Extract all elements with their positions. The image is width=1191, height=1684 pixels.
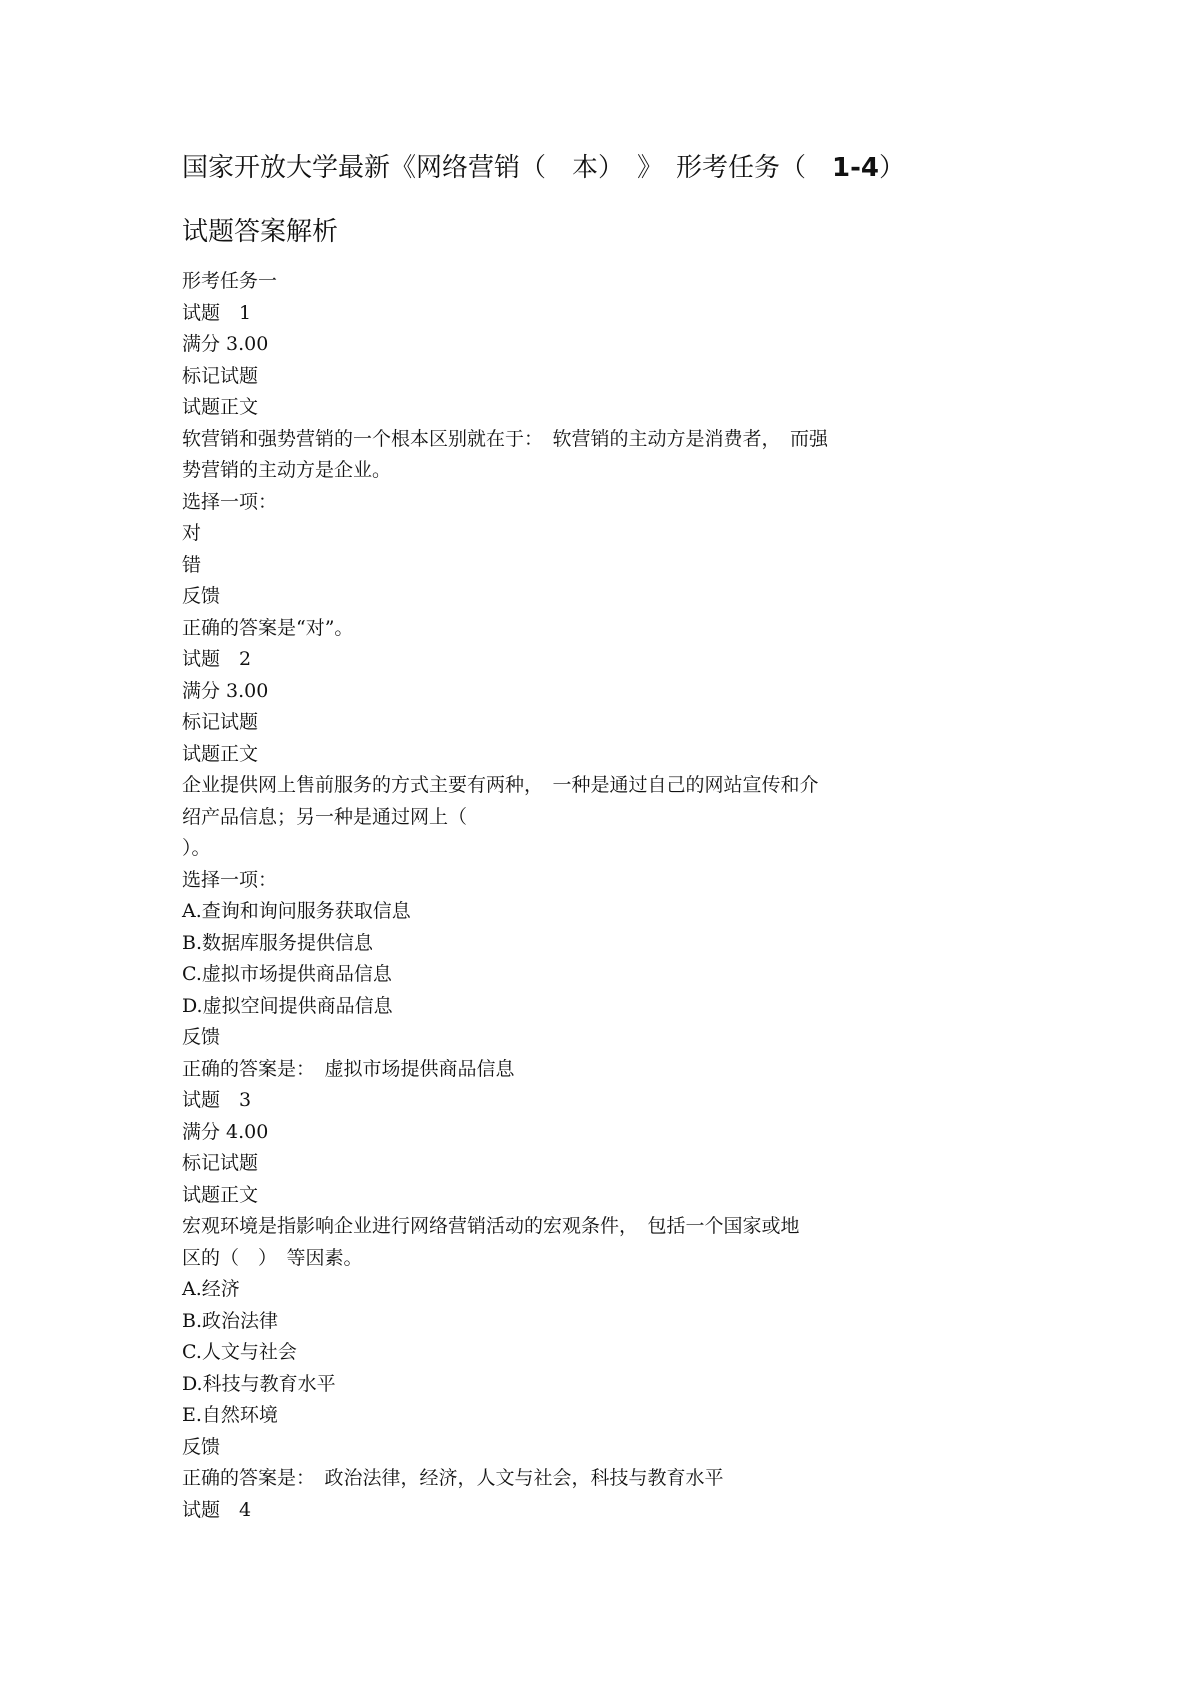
question-text: 势营销的主动方是企业。 bbox=[182, 459, 392, 481]
question-block bbox=[182, 1085, 942, 1495]
question-text: 宏观环境是指影响企业进行网络营销活动的宏观条件， 包括一个国家或地 bbox=[182, 1215, 800, 1237]
document-page bbox=[182, 148, 942, 1526]
feedback-label: 反馈 bbox=[182, 585, 221, 607]
correct-answer: 正确的答案是“对”。 bbox=[182, 616, 354, 639]
question-block bbox=[182, 298, 942, 645]
answer-option[interactable]: E.自然环境 bbox=[182, 1404, 278, 1426]
title-line-1 bbox=[182, 148, 942, 188]
question-label: 试题 4 bbox=[182, 1498, 252, 1521]
choice-prompt: 选择一项： bbox=[182, 490, 278, 513]
answer-option[interactable]: A.经济 bbox=[182, 1278, 240, 1300]
question-score: 满分 3.00 bbox=[182, 679, 269, 702]
answer-option[interactable]: 错 bbox=[182, 553, 202, 576]
question-label: 试题 2 bbox=[182, 648, 252, 670]
question-text: 企业提供网上售前服务的方式主要有两种， 一种是通过自己的网站宣传和介 bbox=[182, 774, 819, 796]
answer-option[interactable]: C.虚拟市场提供商品信息 bbox=[182, 963, 392, 985]
feedback-label: 反馈 bbox=[182, 1435, 221, 1458]
choice-prompt: 选择一项： bbox=[182, 868, 278, 891]
question-body-label: 试题正文 bbox=[182, 1183, 259, 1206]
question-text: ）。 bbox=[182, 837, 211, 859]
question-body-label: 试题正文 bbox=[182, 396, 259, 418]
answer-option[interactable]: B.数据库服务提供信息 bbox=[182, 931, 374, 954]
question-body-label: 试题正文 bbox=[182, 742, 259, 765]
answer-option[interactable]: D.科技与教育水平 bbox=[182, 1372, 336, 1395]
document-title bbox=[182, 148, 942, 252]
correct-answer: 正确的答案是： 政治法律，经济，人文与社会，科技与教育水平 bbox=[182, 1467, 724, 1489]
answer-option[interactable]: B.政治法律 bbox=[182, 1309, 279, 1332]
title-text: 国家开放大学最新《网络营销（ 本） 》 形考任务（ bbox=[182, 153, 833, 183]
correct-answer: 正确的答案是： 虚拟市场提供商品信息 bbox=[182, 1057, 515, 1080]
title-close: ） bbox=[879, 153, 906, 183]
section-title: 形考任务一 bbox=[182, 270, 278, 292]
question-score: 满分 3.00 bbox=[182, 333, 269, 355]
answer-option[interactable]: 对 bbox=[182, 522, 202, 544]
feedback-label: 反馈 bbox=[182, 1026, 221, 1048]
answer-option[interactable]: C.人文与社会 bbox=[182, 1341, 297, 1363]
title-line-2: 试题答案解析 bbox=[182, 217, 339, 247]
answer-option[interactable]: A.查询和询问服务获取信息 bbox=[182, 900, 411, 922]
flag-question[interactable]: 标记试题 bbox=[182, 711, 259, 733]
question-text: 区的（ ） 等因素。 bbox=[182, 1246, 363, 1269]
question-block bbox=[182, 644, 942, 1085]
flag-question[interactable]: 标记试题 bbox=[182, 1152, 259, 1174]
question-label: 试题 1 bbox=[182, 301, 252, 324]
question-score: 满分 4.00 bbox=[182, 1120, 269, 1143]
question-label: 试题 3 bbox=[182, 1089, 252, 1111]
title-range: 1-4 bbox=[832, 153, 879, 183]
answer-option[interactable]: D.虚拟空间提供商品信息 bbox=[182, 994, 393, 1017]
flag-question[interactable]: 标记试题 bbox=[182, 364, 259, 387]
question-text: 绍产品信息；另一种是通过网上（ bbox=[182, 805, 468, 828]
document-content bbox=[182, 266, 942, 1526]
question-text: 软营销和强势营销的一个根本区别就在于： 软营销的主动方是消费者， 而强 bbox=[182, 427, 829, 450]
